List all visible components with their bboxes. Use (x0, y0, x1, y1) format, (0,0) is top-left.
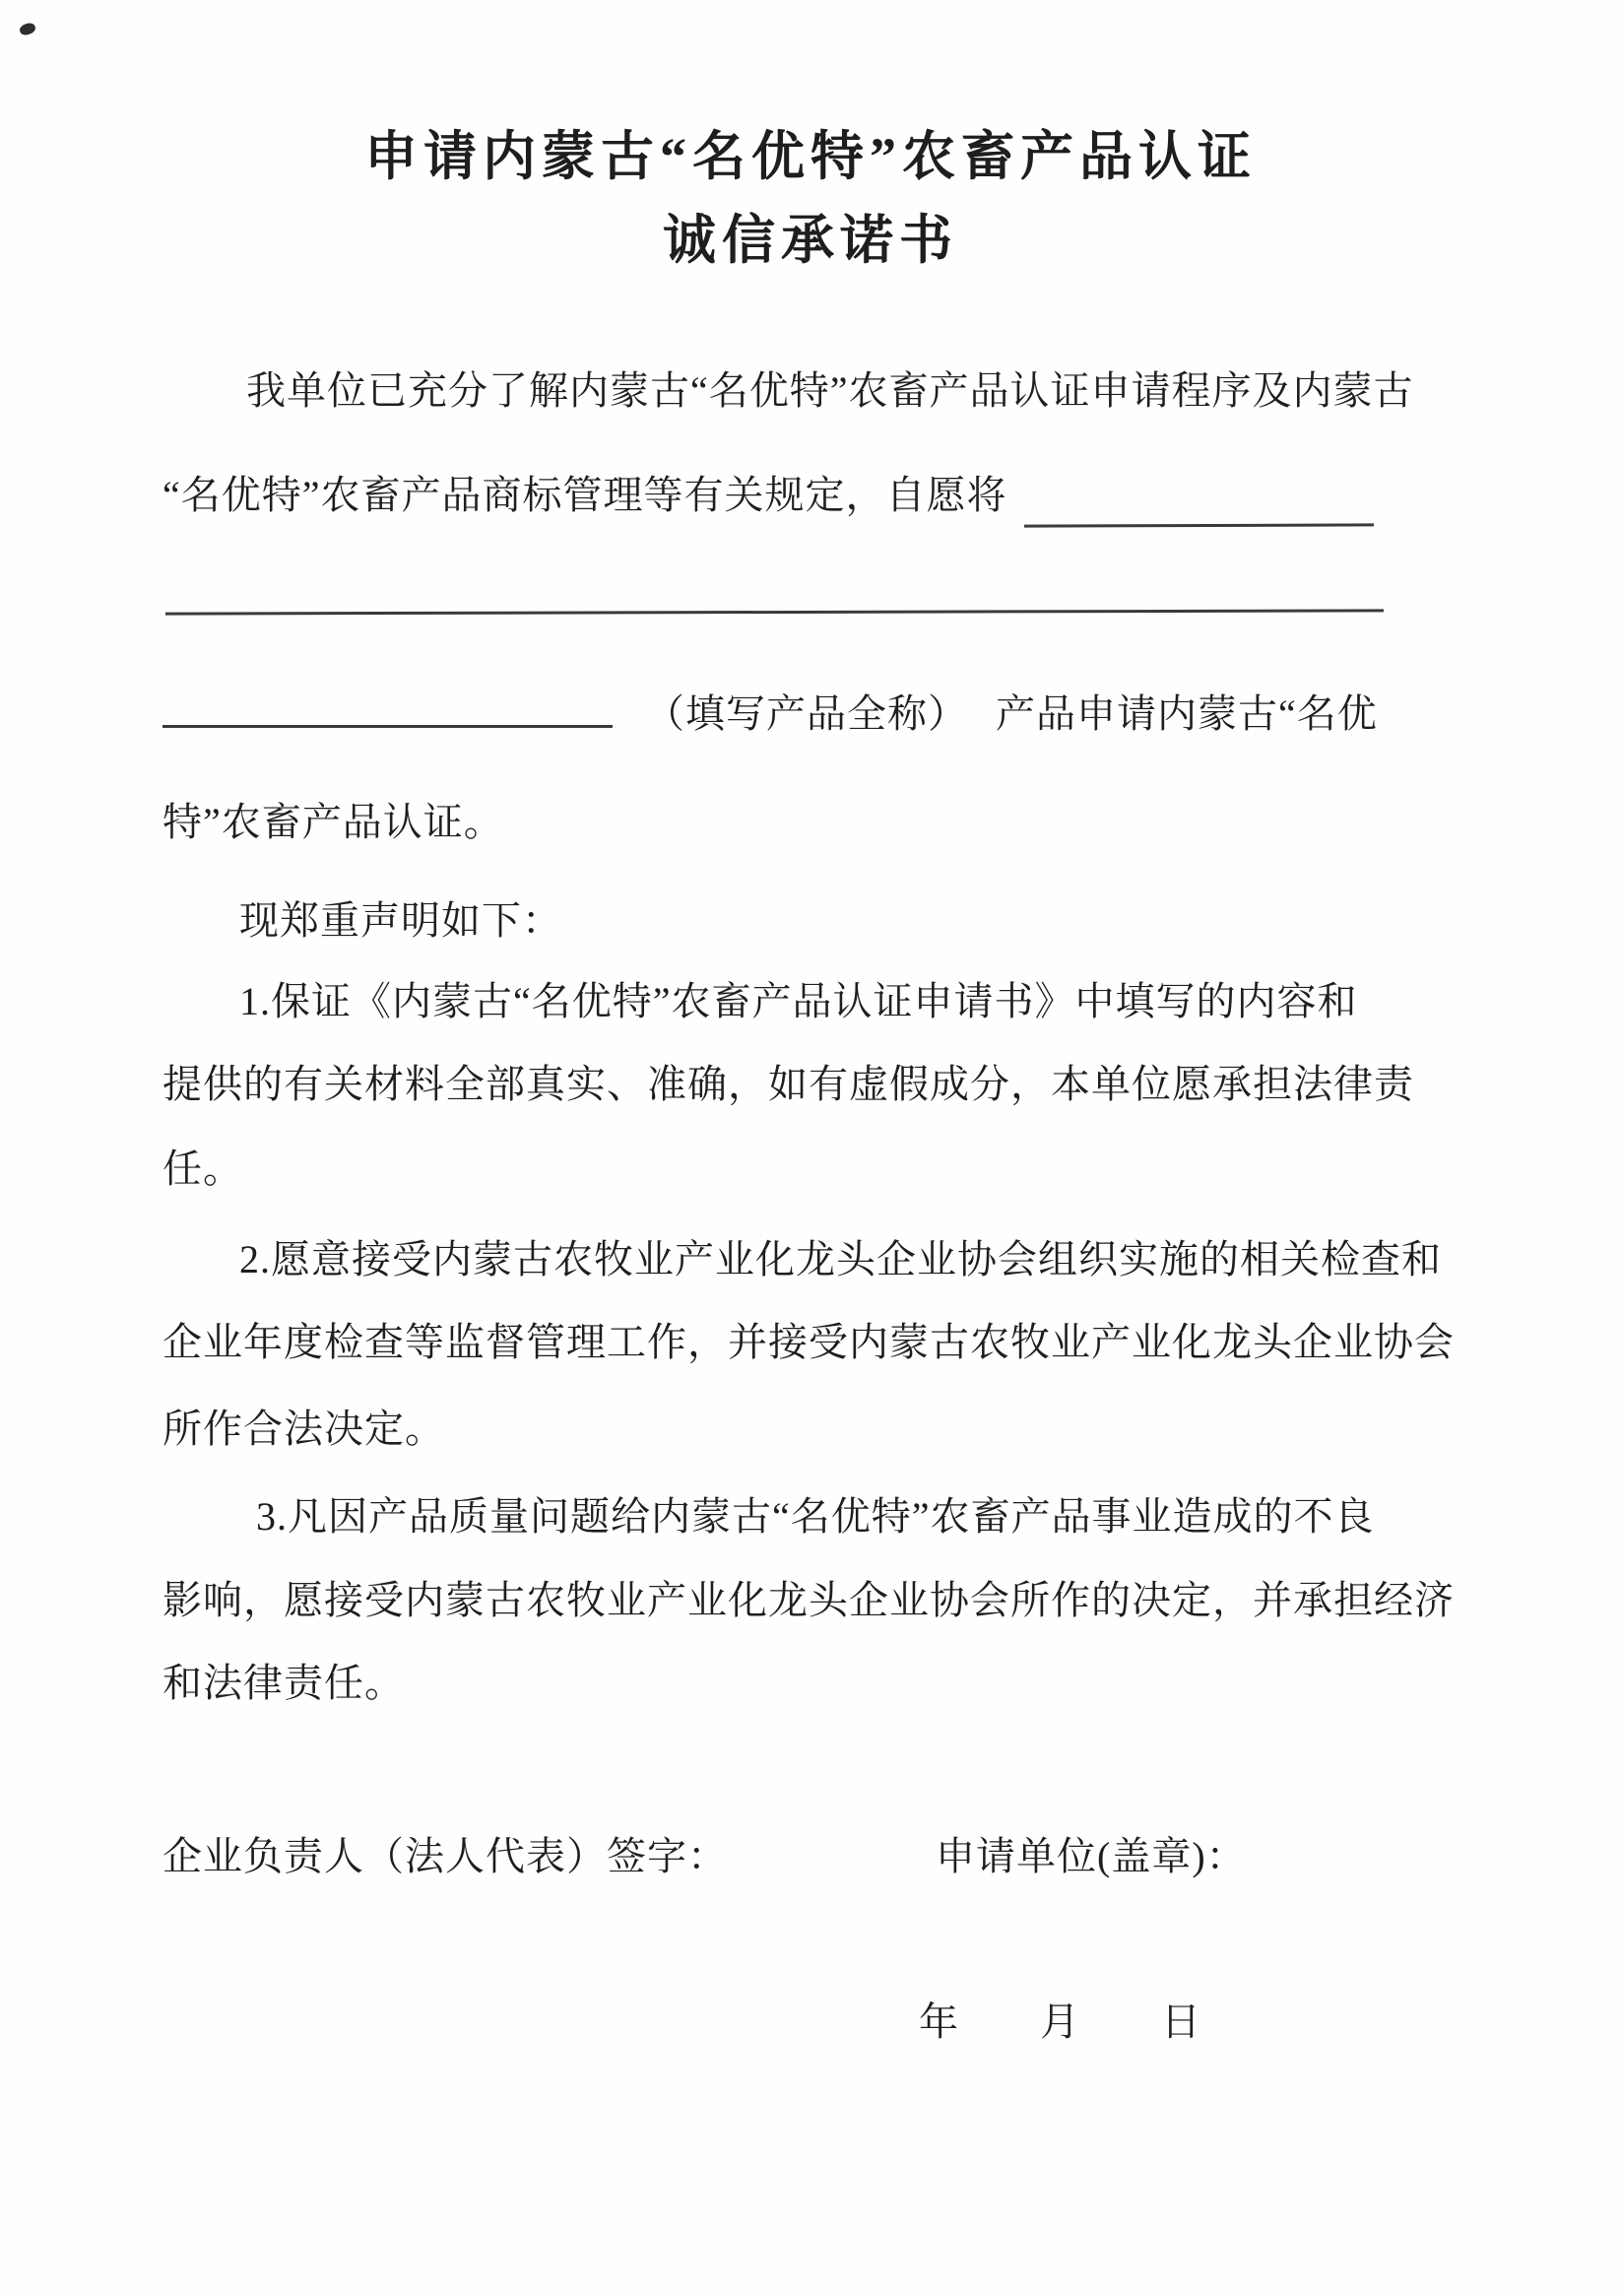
paragraph1-line1: 我单位已充分了解内蒙古“名优特”农畜产品认证申请程序及内蒙古 (246, 368, 1414, 413)
item1-line1: 1.保证《内蒙古“名优特”农畜产品认证申请书》中填写的内容和 (239, 979, 1358, 1023)
scan-speck (19, 22, 37, 36)
item3-line2: 影响，愿接受内蒙古农牧业产业化龙头企业协会所作的决定，并承担经济 (162, 1578, 1455, 1622)
blank-product-name-line-2 (165, 609, 1384, 615)
fillin-tail: 产品申请内蒙古“名优 (996, 691, 1378, 736)
item1-line2: 提供的有关材料全部真实、准确，如有虚假成分，本单位愿承担法律责 (162, 1062, 1414, 1106)
date-line: 年 月 日 (919, 2000, 1201, 2044)
paragraph1-line2: “名优特”农畜产品商标管理等有关规定，自愿将 (162, 473, 1007, 517)
item2-line2: 企业年度检查等监督管理工作，并接受内蒙古农牧业产业化龙头企业协会 (162, 1320, 1455, 1364)
blank-product-name-line-1 (1024, 523, 1374, 527)
signature-right-label: 申请单位(盖章)： (936, 1834, 1247, 1878)
item3-line3: 和法律责任。 (162, 1661, 405, 1705)
fillin-line (645, 691, 1378, 737)
declaration-intro: 现郑重声明如下： (239, 898, 562, 943)
item2-line1: 2.愿意接受内蒙古农牧业产业化龙头企业协会组织实施的相关检查和 (239, 1237, 1442, 1281)
document-title-line-1: 申请内蒙古“名优特”农畜产品认证 (364, 127, 1257, 186)
fillin-continuation: 特”农畜产品认证。 (162, 800, 504, 844)
blank-product-name-line-3 (162, 725, 613, 728)
fillin-note: （填写产品全称） (645, 691, 968, 736)
document-title-line-2: 诚信承诺书 (663, 211, 958, 270)
item1-line3: 任。 (162, 1147, 243, 1191)
signature-left-label: 企业负责人（法人代表）签字： (162, 1834, 728, 1878)
item3-line1: 3.凡因产品质量问题给内蒙古“名优特”农畜产品事业造成的不良 (256, 1494, 1375, 1539)
item2-line3: 所作合法决定。 (162, 1407, 445, 1451)
